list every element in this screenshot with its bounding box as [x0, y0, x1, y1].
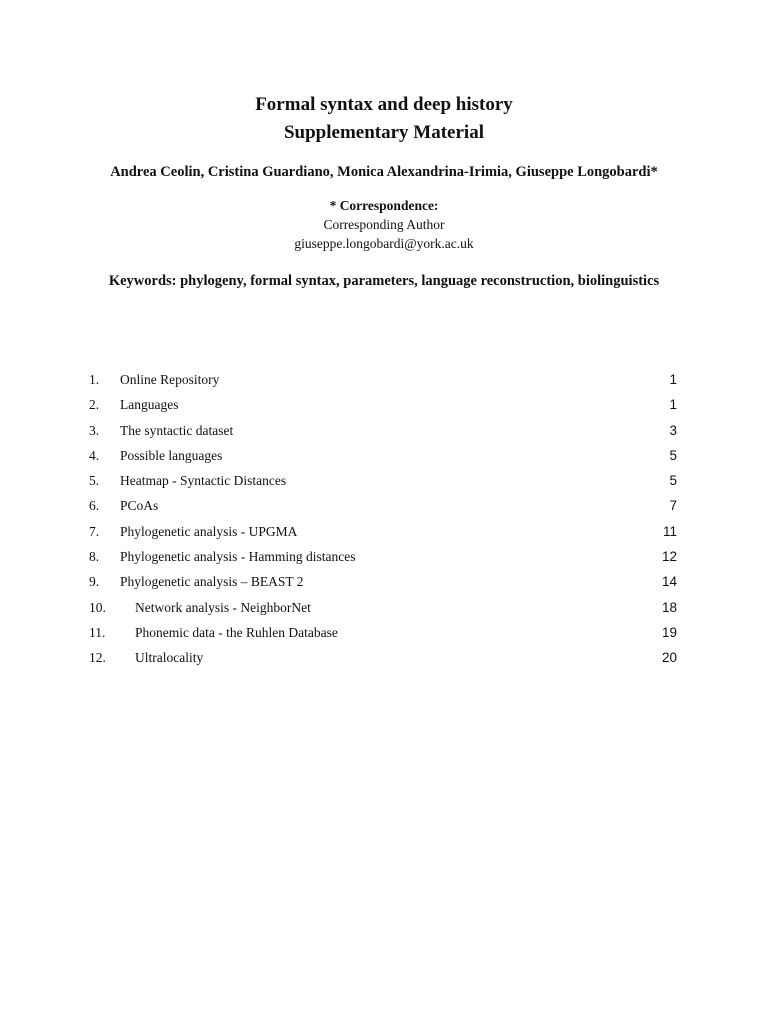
correspondence-heading: * Correspondence: [329, 198, 439, 213]
toc-entry-number: 10. [89, 599, 106, 615]
toc-entry-number: 5. [89, 473, 100, 489]
toc-entry-number: 3. [89, 422, 100, 438]
keywords: Keywords: phylogeny, formal syntax, parameters, language reconstruction, biolinguistics [108, 273, 660, 289]
toc-entry-page: 12 [661, 549, 677, 565]
toc-entry-number: 9. [89, 574, 100, 590]
toc-entry-page: 5 [669, 473, 677, 489]
toc-entry [0, 470, 768, 495]
toc-entry [0, 420, 768, 445]
toc-entry-number: 8. [89, 549, 100, 565]
table-of-contents [0, 369, 768, 673]
toc-entry-title: Ultralocality [135, 650, 204, 666]
toc-entry [0, 394, 768, 419]
toc-entry [0, 445, 768, 470]
toc-entry-number: 7. [89, 523, 100, 539]
toc-entry-number: 6. [89, 498, 100, 514]
toc-entry [0, 369, 768, 394]
toc-entry-number: 11. [89, 624, 106, 640]
toc-entry-page: 18 [661, 599, 677, 615]
toc-entry-title: Languages [120, 397, 179, 413]
toc-entry-title: Phonemic data - the Ruhlen Database [135, 624, 338, 640]
toc-entry-page: 3 [669, 422, 677, 438]
toc-entry-page: 19 [661, 624, 677, 640]
toc-entry-page: 1 [669, 397, 677, 413]
author-list: Andrea Ceolin, Cristina Guardiano, Monica Alexandrina-Irimia, Giuseppe Longobardi* [110, 164, 658, 180]
toc-entry-number: 4. [89, 447, 100, 463]
corresponding-author: Corresponding Author [323, 217, 445, 232]
toc-entry-title: Phylogenetic analysis – BEAST 2 [120, 574, 304, 590]
correspondence-email: giuseppe.longobardi@york.ac.uk [294, 236, 474, 251]
toc-entry-title: PCoAs [120, 498, 159, 514]
toc-entry [0, 521, 768, 546]
toc-entry-number: 1. [89, 372, 100, 387]
toc-entry-title: Network analysis - NeighborNet [135, 599, 311, 615]
toc-entry-title: Phylogenetic analysis - UPGMA [120, 523, 298, 539]
toc-entry-page: 20 [661, 650, 677, 666]
toc-entry [0, 546, 768, 571]
toc-entry [0, 571, 768, 596]
toc-entry-number: 2. [89, 397, 100, 413]
toc-entry-page: 11 [662, 523, 677, 539]
toc-entry-page: 7 [669, 498, 677, 514]
toc-entry [0, 597, 768, 622]
toc-entry [0, 622, 768, 647]
toc-entry-title: Phylogenetic analysis - Hamming distances [120, 549, 356, 565]
toc-entry [0, 495, 768, 520]
toc-entry [0, 647, 768, 672]
toc-entry-page: 5 [669, 447, 677, 463]
toc-entry-title: Heatmap - Syntactic Distances [120, 473, 287, 489]
toc-entry-page: 14 [661, 574, 677, 590]
toc-entry-title: Possible languages [120, 447, 223, 463]
document-subtitle: Supplementary Material [283, 122, 484, 143]
toc-entry-title: Online Repository [120, 372, 220, 387]
document-title: Formal syntax and deep history [255, 94, 513, 115]
toc-entry-title: The syntactic dataset [120, 422, 234, 438]
toc-entry-number: 12. [89, 650, 106, 666]
toc-entry-page: 1 [669, 372, 677, 387]
